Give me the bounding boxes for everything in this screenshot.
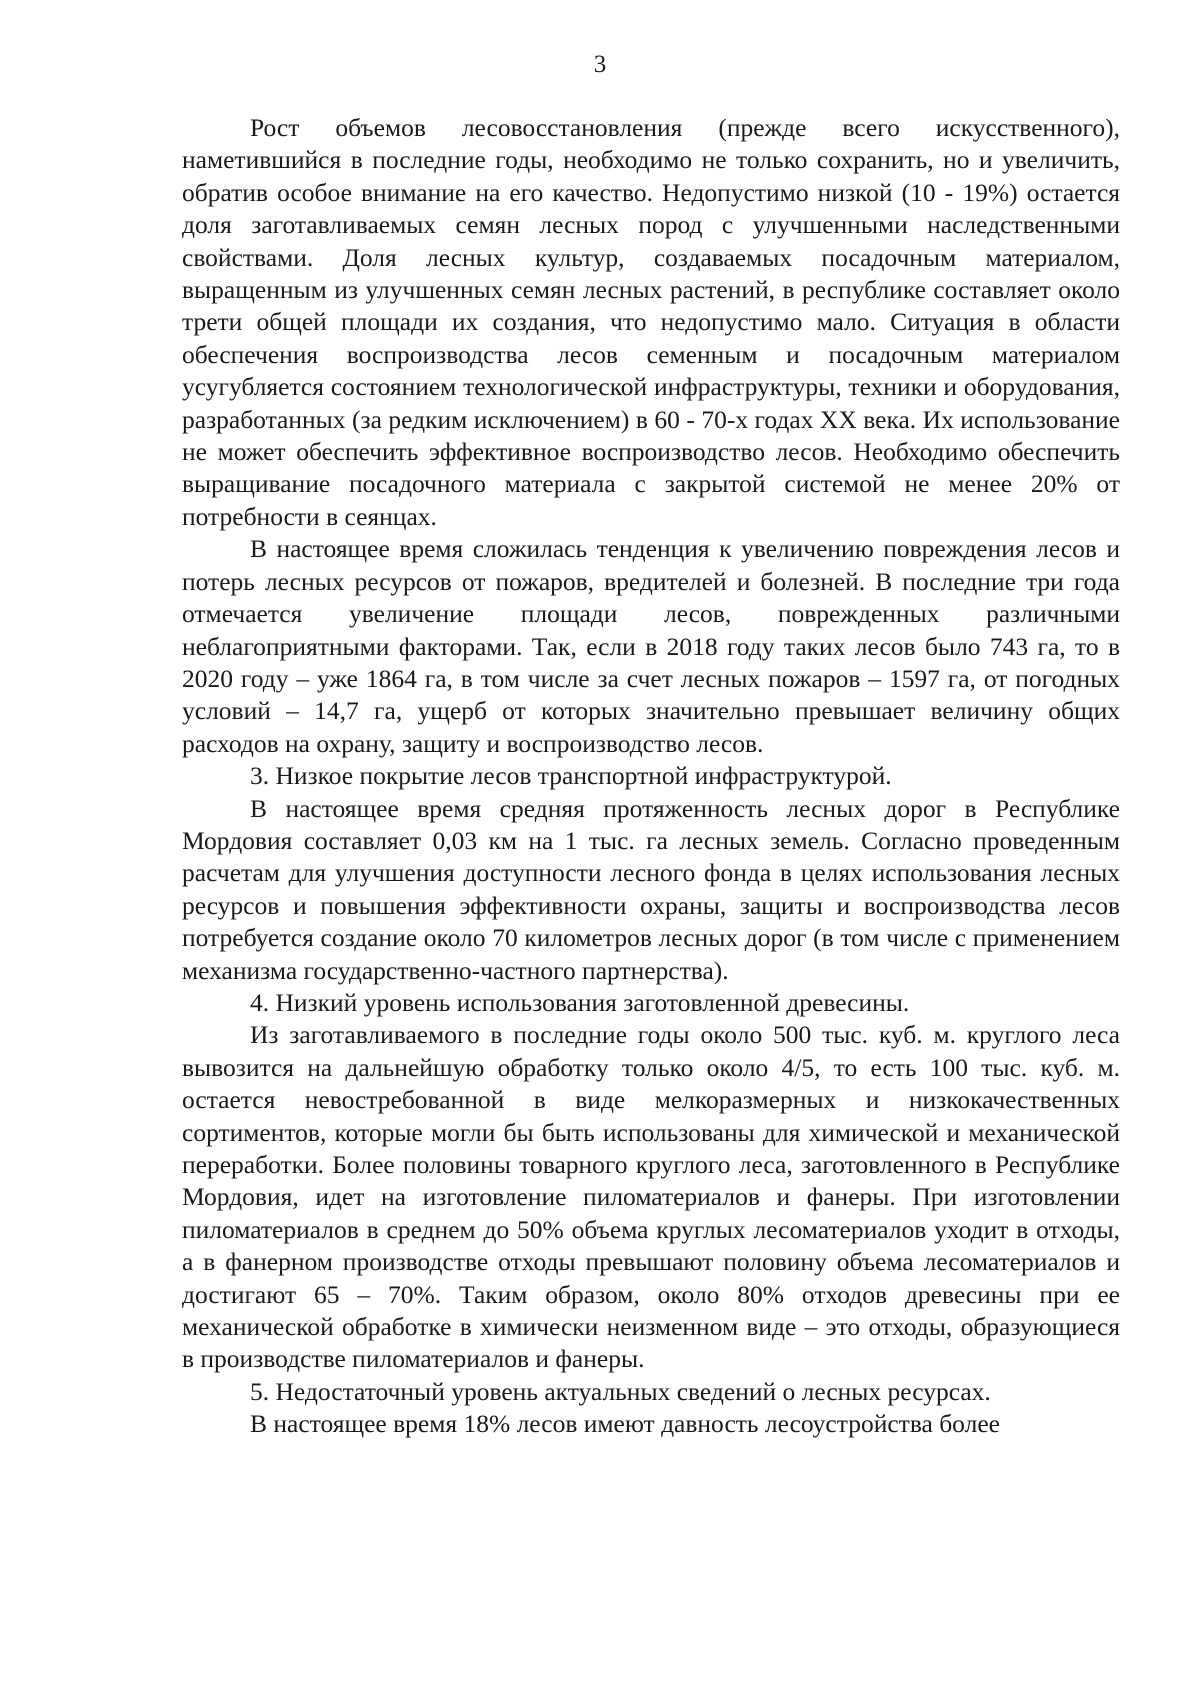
paragraph-timber-waste: Из заготавливаемого в последние годы около 500 тыс. куб. м. круглого леса вывозится на дальнейшую обработку только около 4/5, то есть 100 тыс. куб. м. остается невостребованной в виде мелкоразмерных и низкокачественных сортиментов, которые могли бы быть использованы для химической и механической переработки. Более половины товарного круглого леса, заготовленного в Республике Мордовия, идет на изготовление пиломатериалов и фанеры. При изготовлении пиломатериалов в среднем до 50% объема круглых лесоматериалов уходит в отходы, а в фанерном производстве отходы превышают половину объема лесоматериалов и достигают 65 – 70%. Таким образом, около 80% отходов древесины при ее механической обработке в химически неизменном виде – это отходы, образующиеся в производстве пиломатериалов и фанеры.: [182, 1020, 1120, 1374]
paragraph-forest-inventory: В настоящее время 18% лесов имеют давность лесоустройства более: [250, 1409, 1000, 1439]
paragraph-reforestation: Рост объемов лесовосстановления (прежде всего искусственного), наметившийся в последние годы, необходимо не только сохранить, но и увеличить, обратив особое внимание на его качество. Недопустимо низкой (10 - 19%) остается доля заготавливаемых семян лесных пород с улучшенными наследственными свойствами. Доля лесных культур, создаваемых посадочным материалом, выращенным из улучшенных семян лесных растений, в республике составляет около трети общей площади их создания, что недопустимо мало. Ситуация в области обеспечения воспроизводства лесов семенным и посадочным материалом усугубляется состоянием технологической инфраструктуры, техники и оборудования, разработанных (за редким исключением) в 60 - 70-х годах XX века. Их использование не может обеспечить эффективное воспроизводство лесов. Необходимо обеспечить выращивание посадочного материала с закрытой системой не менее 20% от потребности в сеянцах.: [182, 113, 1120, 531]
heading-forest-resources-data: 5. Недостаточный уровень актуальных сведений о лесных ресурсах.: [250, 1376, 991, 1406]
heading-transport-infrastructure: 3. Низкое покрытие лесов транспортной инфраструктурой.: [250, 761, 892, 791]
page-number: 3: [593, 51, 607, 78]
document-body: [182, 112, 1120, 1441]
paragraph-forest-roads: В настоящее время средняя протяженность лесных дорог в Республике Мордовия составляет 0,03 км на 1 тыс. га лесных земель. Согласно проведенным расчетам для улучшения доступности лесного фонда в целях использования лесных ресурсов и повышения эффективности охраны, защиты и воспроизводства лесов потребуется создание около 70 километров лесных дорог (в том числе с применением механизма государственно-частного партнерства).: [182, 793, 1120, 985]
paragraph-forest-damage: В настоящее время сложилась тенденция к увеличению повреждения лесов и потерь лесных ресурсов от пожаров, вредителей и болезней. В последние три года отмечается увеличение площади лесов, поврежденных различными неблагоприятными факторами. Так, если в 2018 году таких лесов было 743 га, то в 2020 году – уже 1864 га, в том числе за счет лесных пожаров – 1597 га, от погодных условий – 14,7 га, ущерб от которых значительно превышает величину общих расходов на охрану, защиту и воспроизводство лесов.: [182, 534, 1120, 758]
heading-timber-usage: 4. Низкий уровень использования заготовленной древесины.: [250, 987, 910, 1017]
